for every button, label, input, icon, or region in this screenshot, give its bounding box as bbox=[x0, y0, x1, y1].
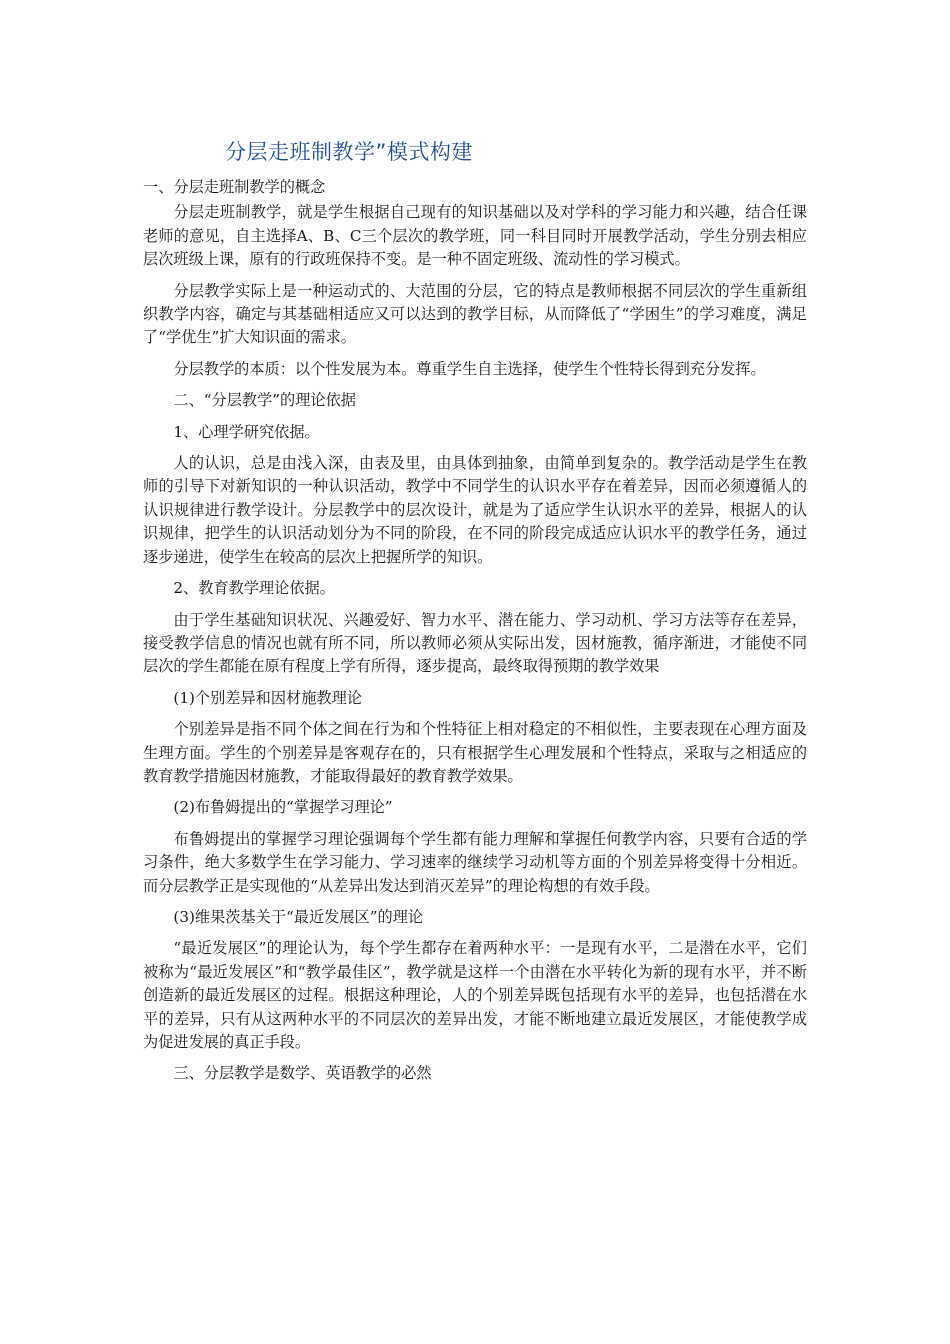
section-heading-2: 二、“分层教学”的理论依据 bbox=[173, 391, 356, 410]
paragraph-definition: 分层走班制教学，就是学生根据自己现有的知识基础以及对学科的学习能力和兴趣，结合任课老师的意见，自主选择A、B、C三个层次的教学班，同一科目同时开展教学活动，学生分别去相应层次班级上课，原有的行政班保持不变。是一种不固定班级、流动性的学习模式。 bbox=[143, 203, 807, 269]
paragraph-characteristics: 分层教学实际上是一种运动式的、大范围的分层，它的特点是教师根据不同层次的学生重新组织教学内容，确定与其基础相适应又可以达到的教学目标，从而降低了“学困生”的学习难度，满足了“学优生”扩大知识面的需求。 bbox=[143, 281, 807, 347]
section-heading-1: 一、分层走班制教学的概念 bbox=[143, 178, 326, 196]
paragraph-individual-difference: 个别差异是指不同个体之间在行为和个性特征上相对稳定的不相似性，主要表现在心理方面及生理方面。学生的个别差异是客观存在的，只有根据学生心理发展和个性特点，采取与之相适应的教育教学措施因材施教，才能取得最好的教育教学效果。 bbox=[143, 720, 807, 785]
subheading-psychology: 1、心理学研究依据。 bbox=[173, 422, 320, 441]
section-heading-3: 三、分层教学是数学、英语教学的必然 bbox=[173, 1064, 432, 1083]
subheading-education-theory: 2、教育教学理论依据。 bbox=[173, 579, 335, 598]
document-body bbox=[143, 176, 807, 1094]
paragraph-essence: 分层教学的本质：以个性发展为本。尊重学生自主选择，使学生个性特长得到充分发挥。 bbox=[173, 359, 766, 378]
paragraph-education-theory: 由于学生基础知识状况、兴趣爱好、智力水平、潜在能力、学习动机、学习方法等存在差异，接受教学信息的情况也就有所不同，所以教师必须从实际出发，因材施教，循序渐进，才能使不同层次的学生都能在原有程度上学有所得，逐步提高，最终取得预期的教学效果 bbox=[143, 610, 807, 676]
paragraph-bloom: 布鲁姆提出的掌握学习理论强调每个学生都有能力理解和掌握任何教学内容，只要有合适的学习条件，绝大多数学生在学习能力、学习速率的继续学习动机等方面的个别差异将变得十分相近。而分层教学正是实现他的“从差异出发达到消灭差异”的理论构想的有效手段。 bbox=[143, 829, 807, 895]
paragraph-vygotsky: “最近发展区”的理论认为，每个学生都存在着两种水平：一是现有水平，二是潜在水平，它们被称为“最近发展区”和“教学最佳区”，教学就是这样一个由潜在水平转化为新的现有水平，并不断创造新的最近发展区的过程。根据这种理论，人的个别差异既包括现有水平的差异，也包括潜在水平的差异，只有从这两种水平的不同层次的差异出发，才能不断地建立最近发展区，才能使教学成为促进发展的真正手段。 bbox=[143, 939, 807, 1051]
paragraph-psychology: 人的认识，总是由浅入深，由表及里，由具体到抽象，由简单到复杂的。教学活动是学生在教师的引导下对新知识的一种认识活动，教学中不同学生的认识水平存在着差异，因而必须遵循人的认识规律进行教学设计。分层教学中的层次设计，就是为了适应学生认识水平的差异，根据人的认识规律，把学生的认识活动划分为不同的阶段，在不同的阶段完成适应认识水平的教学任务，通过逐步递进，使学生在较高的层次上把握所学的知识。 bbox=[143, 454, 807, 566]
subheading-individual-difference: (1)个别差异和因材施教理论 bbox=[173, 688, 362, 707]
document-title: 分层走班制教学”模式构建 bbox=[225, 140, 473, 164]
subheading-vygotsky: (3)维果茨基关于“最近发展区”的理论 bbox=[173, 907, 424, 926]
subheading-bloom: (2)布鲁姆提出的“掌握学习理论” bbox=[173, 798, 393, 817]
